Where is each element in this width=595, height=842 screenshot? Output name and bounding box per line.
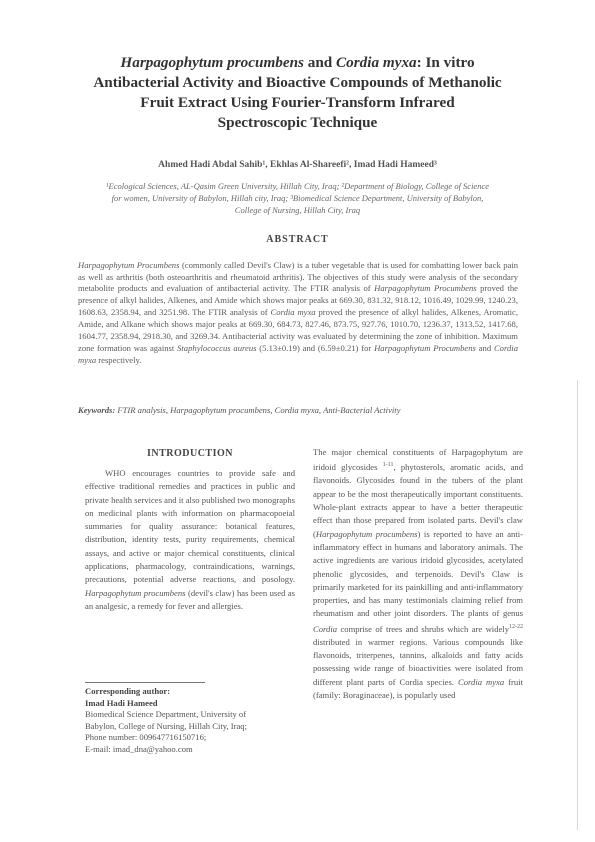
affiliation-line-3: College of Nursing, Hillah City, Iraq <box>234 205 361 215</box>
title-line4: Spectroscopic Technique <box>217 114 378 131</box>
right-column <box>313 446 523 702</box>
abstract-species-2: Harpagophytum Procumbens <box>374 283 477 294</box>
title-line2: Antibacterial Activity and Bioactive Compounds of Methanolic <box>93 74 502 91</box>
abstract-species-5: Cordia myxa <box>78 342 518 365</box>
abstract-seg-1: (commonly called Devil's Claw) is a tuber vegetable that is used for combatting lower back pain as well as arthritis (both osteoarthritis and rheumatoid arthritis). The objectives of this study were analysis of the secondary metabolite products and evaluation of antibacterial activity. The FTIR analysis of <box>78 259 519 294</box>
title-line3: Fruit Extract Using Fourier-Transform Infrared <box>140 94 455 111</box>
title-and: and <box>303 54 337 71</box>
title-species-a: Harpagophytum procumbens <box>120 54 304 71</box>
title-species-b: Cordia myxa <box>336 54 417 71</box>
right-seg-1: The major chemical constituents of Harpagophytum are iridoid glycosides <box>313 447 523 473</box>
affiliation-line-2: for women, University of Babylon, Hillah city, Iraq; ³Biomedical Science Department, University of Babylon, <box>111 193 484 203</box>
right-genus: Cordia <box>313 623 338 634</box>
introduction-heading: INTRODUCTION <box>146 448 233 459</box>
intro-species: Harpagophytum procumbens <box>85 587 186 598</box>
abstract-seg-4: (5.13±0.19) and (6.59±0.21) for <box>256 342 375 353</box>
right-seg-3: ) is reported to have an anti-inflammatory effect in humans and laboratory animals. The active ingredients are various iridoid glycosides, acetylated phenolic glycosides, and terpenoids. Devil's Claw is primarily marketed for its painkilling and anti-inflammatory properties, and has many testimonials claiming relief from rheumatism and other joint disorders. The plants of genus <box>313 528 523 619</box>
abstract-seg-3: proved the presence of alkyl halides, Alkenes, Aromatic, Amide, and Alkane which shows major peaks at 669.30, 684.73, 827.46, 873.75, 927.76, 1010.70, 1236.37, 1313.52, 1417.68, 1604.77, 2358.94, 2918.30, and 3269.34. Antibacterial activity was evaluated by determining the zone of inhibition. Maximum zone formation was against <box>78 307 518 353</box>
keywords-text: FTIR analysis, Harpagophytum procumbens, Cordia myxa, Anti-Bacterial Activity <box>115 405 401 415</box>
abstract-seg-5: and <box>475 342 494 353</box>
correspondence-email[interactable]: E-mail: imad_dna@yahoo.com <box>85 743 193 754</box>
abstract-species-3: Cordia myxa <box>270 307 316 318</box>
author-list: Ahmed Hadi Abdal Sahib¹, Ekhlas Al-Shareefi², Imad Hadi Hameed³ <box>158 160 437 170</box>
scan-edge-line <box>577 380 578 830</box>
correspondence-college: Babylon, College of Nursing, Hillah City, Iraq; <box>85 720 247 731</box>
paper-title <box>70 53 525 133</box>
abstract-seg-6: respectively. <box>96 354 142 365</box>
correspondence-phone: Phone number: 009647716150716; <box>85 732 207 742</box>
abstract-seg-2: proved the presence of alkyl halides, Alkenes, and Amide which shows major peaks at 669.30, 831.32, 918.12, 1016.49, 1029.99, 1240.23, 1608.63, 2358.94, and 3251.98. The FTIR analysis of <box>78 283 518 318</box>
keywords-label: Keywords: <box>78 405 116 415</box>
right-seg-5: distributed in warmer regions. Various compounds like flavonoids, triterpenes, tannins, alkaloids and fatty acids possessing wide range of bioactivities were isolated from different plant parts of Cordia species. <box>313 636 523 687</box>
abstract-species-1: Harpagophytum Procumbens <box>78 259 180 270</box>
right-species-2: Cordia myxa <box>457 676 505 687</box>
abstract-bacteria: Staphylococcus aureus <box>177 342 257 353</box>
intro-seg-1: WHO encourages countries to provide safe and effective traditional remedies and practices in public and private health services and it also published two monographs on medicinal plants with information on pharmacopoeial summaries for quality assurance: botanical features, distribution, identity tests, purity requirements, chemical assays, and active or major chemical constituents, clinical applications, pharmacology, contraindications, warnings, precautions, potential adverse reactions, and posology. <box>85 468 295 585</box>
correspondence-rule <box>85 682 205 683</box>
introduction-paragraph <box>85 467 295 613</box>
abstract-heading: ABSTRACT <box>266 234 329 245</box>
right-species-1: Harpagophytum procumbens <box>315 528 418 539</box>
right-seg-6: fruit (family: Boraginaceae), is popularly used <box>313 676 523 701</box>
right-seg-4: comprise of trees and shrubs which are widely <box>337 623 509 634</box>
intro-seg-2: (devil's claw) has been used as an analgesic, a remedy for fever and allergies. <box>85 587 295 611</box>
correspondence-name: Imad Hadi Hameed <box>85 697 158 708</box>
keywords <box>78 405 518 415</box>
right-column-paragraph <box>313 446 523 702</box>
correspondence-dept: Biomedical Science Department, University of <box>85 709 247 719</box>
abstract-species-4: Harpagophytum Procumbens <box>374 342 476 353</box>
title-line1-rest: : In vitro <box>416 54 475 71</box>
affiliation-line-1: ¹Ecological Sciences, AL-Qasim Green University, Hillah City, Iraq; ²Department of Biology, College of Science <box>105 181 490 191</box>
affiliations <box>70 180 525 216</box>
citation-2: 12-22 <box>509 623 523 630</box>
correspondence-label: Corresponding author: <box>85 686 171 696</box>
abstract-text <box>78 260 518 367</box>
correspondence-block <box>85 682 295 755</box>
citation-1: 1-11 <box>382 462 394 469</box>
right-seg-2: , phytosterols, aromatic acids, and flavonoids. Glycosides found in the tubers of the plant appear to be the most therapeutically important constituents. Whole-plant extracts appear to have a better therapeutic effect than those prepared from isolated parts. Devil's claw ( <box>313 462 523 539</box>
left-column <box>85 446 295 613</box>
